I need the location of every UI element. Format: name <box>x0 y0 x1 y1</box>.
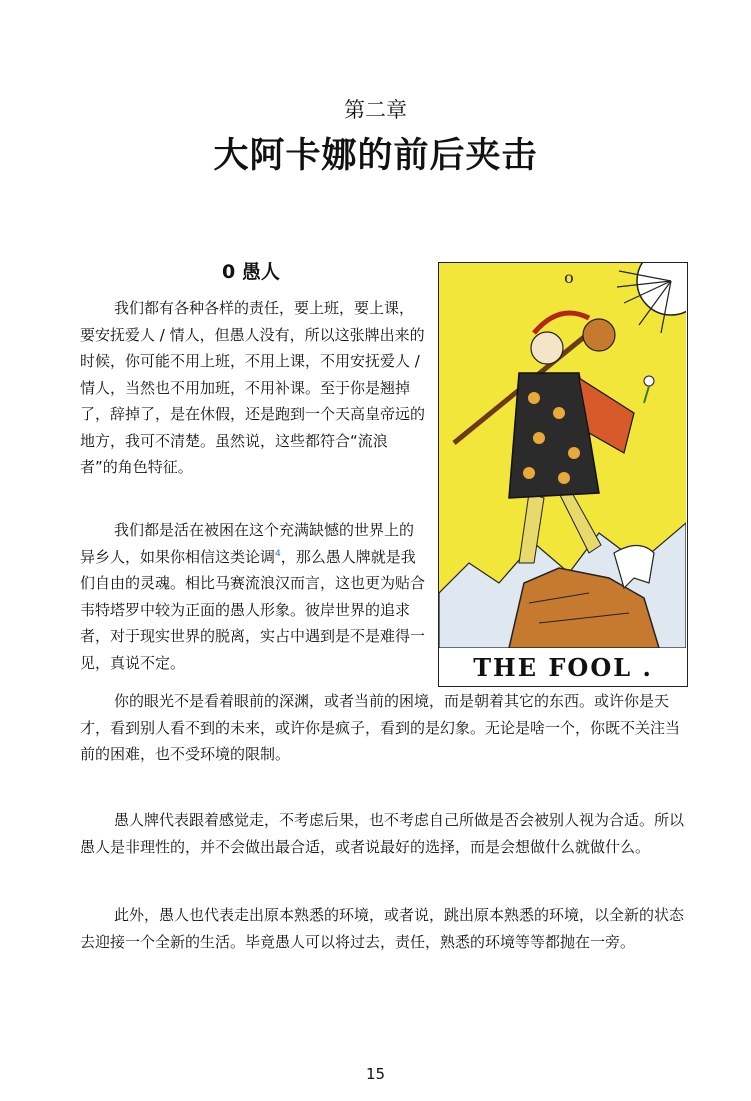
paragraph-4: 愚人牌代表跟着感觉走，不考虑后果，也不考虑自己所做是否会被别人视为合适。所以愚人是非理性的，并不会做出最合适，或者说最好的选择，而是会想做什么就做什么。 <box>80 811 685 856</box>
chapter-title: 大阿卡娜的前后夹击 <box>213 136 538 176</box>
card-number: o <box>564 268 574 287</box>
paragraph-2-text-b: ，那么愚人牌就是我们自由的灵魂。相比马赛流浪汉而言，这也更为贴合韦特塔罗中较为正面的愚人形象。彼岸世界的追求者，对于现实世界的脱离，实占中遇到是不是难得一见，真说不定。 <box>80 547 426 672</box>
paragraph-1: 我们都有各种各样的责任，要上班，要上课，要安抚爱人 / 情人，但愚人没有，所以这张牌出来的时候，你可能不用上班，不用上课，不用安抚爱人 / 情人，当然也不用加班，不用补课。至于你是翘掉了，辞掉了，是在休假，还是跑到一个天高皇帝远的地方，我可不清楚。虽然说，这些都符合“流浪者”的角色特征。 <box>80 299 426 476</box>
paragraph-5: 此外，愚人也代表走出原本熟悉的环境，或者说，跳出原本熟悉的环境，以全新的状态去迎接一个全新的生活。毕竟愚人可以将过去，责任，熟悉的环境等等都抛在一旁。 <box>80 906 685 951</box>
paragraph-2-text-a: 我们都是活在被困在这个充满缺憾的世界上的异乡人，如果你相信这类论调 <box>80 521 415 566</box>
fool-card-illustration <box>439 263 686 648</box>
tarot-card-the-fool <box>438 262 688 687</box>
paragraph-2 <box>80 517 425 676</box>
footnote-marker[interactable]: 4 <box>275 548 281 559</box>
section-title: 0 愚人 <box>222 261 280 283</box>
chapter-label: 第二章 <box>344 98 407 122</box>
paragraph-3: 你的眼光不是看着眼前的深渊，或者当前的困境，而是朝着其它的东西。或许你是天才，看到别人看不到的未来，或许你是疯子，看到的是幻象。无论是啥一个，你既不关注当前的困难，也不受环境的限制。 <box>80 692 681 763</box>
card-name: THE FOOL . <box>473 653 653 682</box>
page-number: 15 <box>365 1065 386 1083</box>
